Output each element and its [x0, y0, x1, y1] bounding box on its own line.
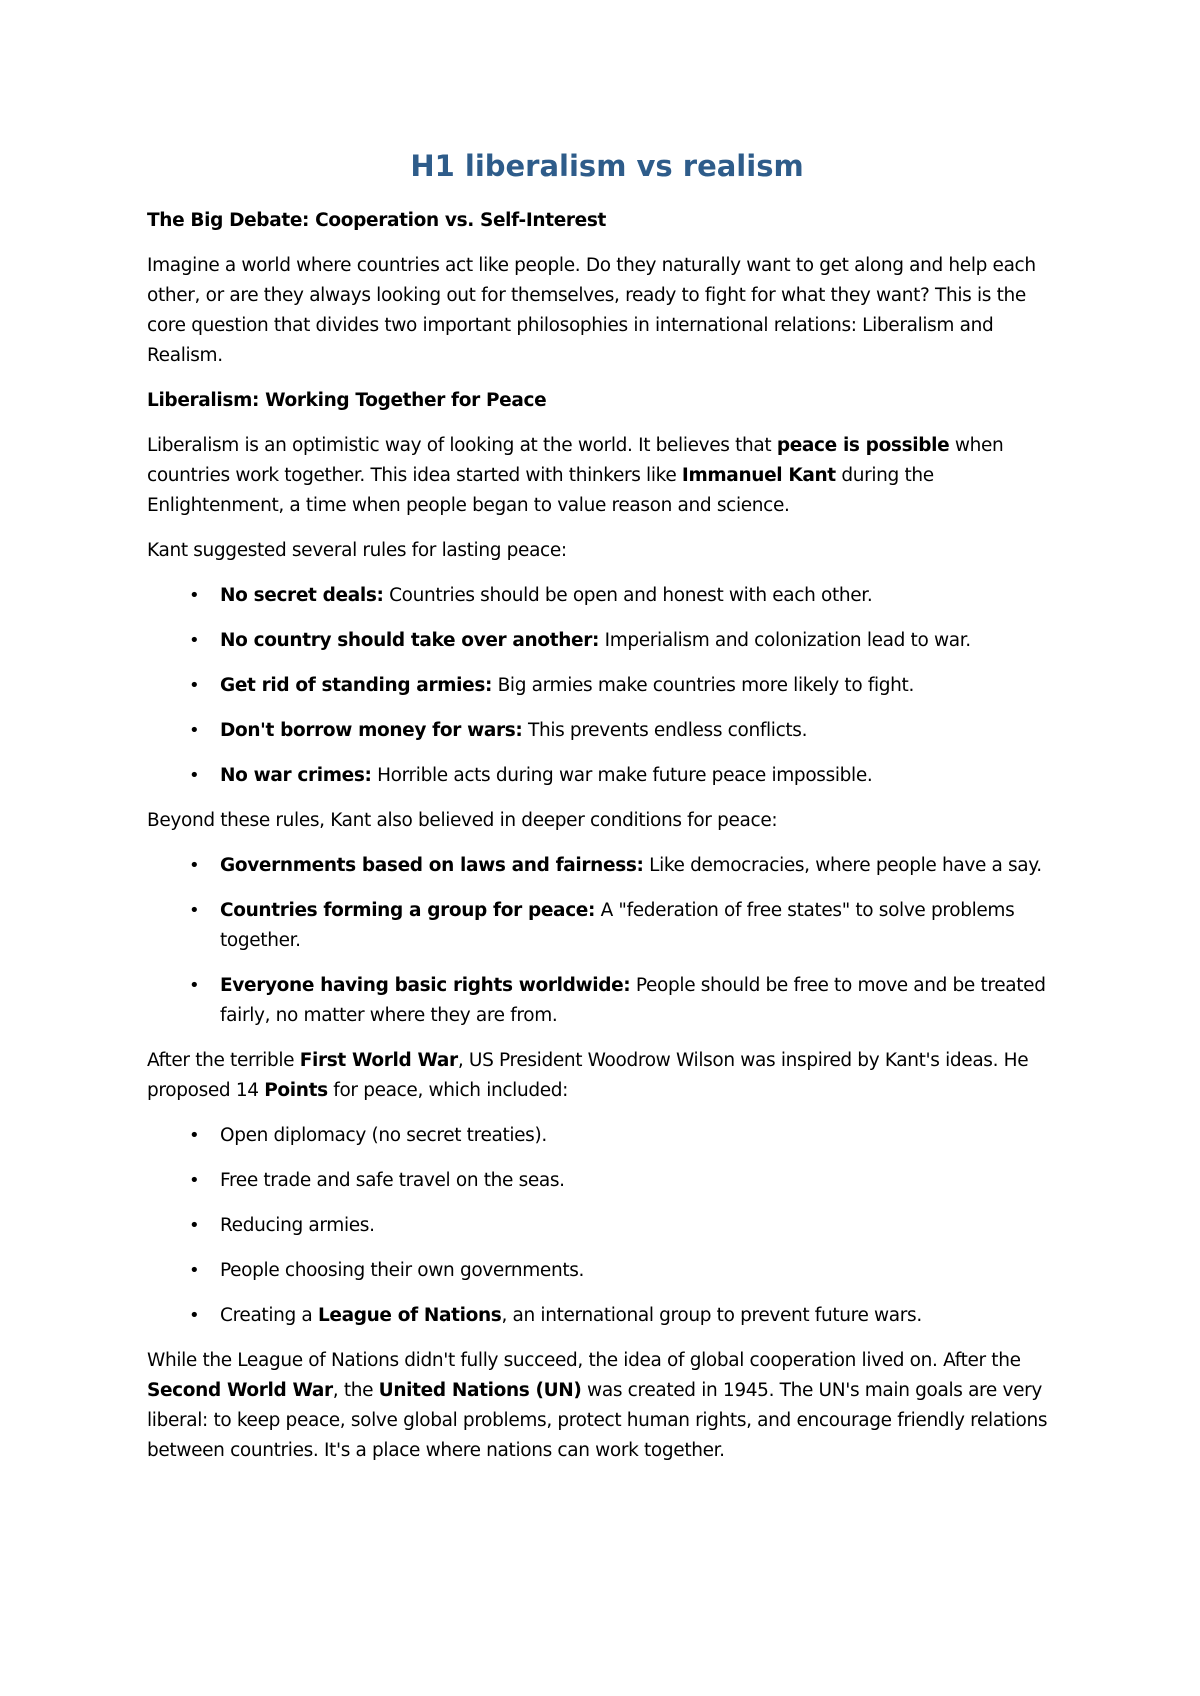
list-item: • Open diplomacy (no secret treaties). [147, 1121, 1067, 1151]
liberalism-paragraph: Liberalism is an optimistic way of looking at the world. It believes that peace is possible when countries work together. This idea started with thinkers like Immanuel Kant during the Enlightenment, a time when people began to value reason and science. [147, 435, 1004, 516]
section-heading-liberalism: Liberalism: Working Together for Peace [147, 390, 547, 411]
bullet-icon: • [189, 765, 200, 786]
bullet-icon: • [189, 630, 200, 651]
bullet-icon: • [189, 1125, 200, 1146]
list-item: • Get rid of standing armies: Big armies make countries more likely to fight. [147, 671, 1067, 701]
bullet-icon: • [189, 675, 200, 696]
list-item: • Don't borrow money for wars: This prevents endless conflicts. [147, 716, 1067, 746]
kant-rules-list [147, 581, 1067, 791]
bullet-icon: • [189, 720, 200, 741]
rules-intro: Kant suggested several rules for lasting peace: [147, 540, 567, 561]
fourteen-points-list [147, 1121, 1067, 1331]
list-item: • Free trade and safe travel on the seas. [147, 1166, 1067, 1196]
kant-conditions-list [147, 851, 1067, 1031]
list-item: • No secret deals: Countries should be open and honest with each other. [147, 581, 1067, 611]
bullet-icon: • [189, 975, 200, 996]
document-body [147, 206, 1067, 1481]
bullet-icon: • [189, 855, 200, 876]
list-item: • No war crimes: Horrible acts during war make future peace impossible. [147, 761, 1067, 791]
bullet-icon: • [189, 1260, 200, 1281]
wilson-paragraph: After the terrible First World War, US President Woodrow Wilson was inspired by Kant's ideas. He proposed 14 Points for peace, which included: [147, 1050, 1029, 1101]
bullet-icon: • [189, 1215, 200, 1236]
list-item: • Governments based on laws and fairness: Like democracies, where people have a say. [147, 851, 1067, 881]
section-heading-big-debate: The Big Debate: Cooperation vs. Self-Interest [147, 210, 607, 231]
list-item: • Everyone having basic rights worldwide: People should be free to move and be treated fairly, no matter where they are from. [147, 971, 1067, 1031]
list-item: • Reducing armies. [147, 1211, 1067, 1241]
list-item: • No country should take over another: Imperialism and colonization lead to war. [147, 626, 1067, 656]
intro-paragraph: Imagine a world where countries act like people. Do they naturally want to get along and help each other, or are they always looking out for themselves, ready to fight for what they want? This is the core question that divides two important philosophies in international relations: Liberalism and Realism. [147, 255, 1036, 366]
bullet-icon: • [189, 1305, 200, 1326]
document-title: H1 liberalism vs realism [410, 149, 804, 183]
conditions-intro: Beyond these rules, Kant also believed in deeper conditions for peace: [147, 810, 778, 831]
un-paragraph: While the League of Nations didn't fully succeed, the idea of global cooperation lived on. After the Second World War, the United Nations (UN) was created in 1945. The UN's main goals are very liberal: to keep peace, solve global problems, protect human rights, and encourage friendly relations between countries. It's a place where nations can work together. [147, 1350, 1048, 1461]
bullet-icon: • [189, 1170, 200, 1191]
list-item: • Countries forming a group for peace: A "federation of free states" to solve problems together. [147, 896, 1067, 956]
bullet-icon: • [189, 585, 200, 606]
list-item: • Creating a League of Nations, an international group to prevent future wars. [147, 1301, 1067, 1331]
list-item: • People choosing their own governments. [147, 1256, 1067, 1286]
bullet-icon: • [189, 900, 200, 921]
